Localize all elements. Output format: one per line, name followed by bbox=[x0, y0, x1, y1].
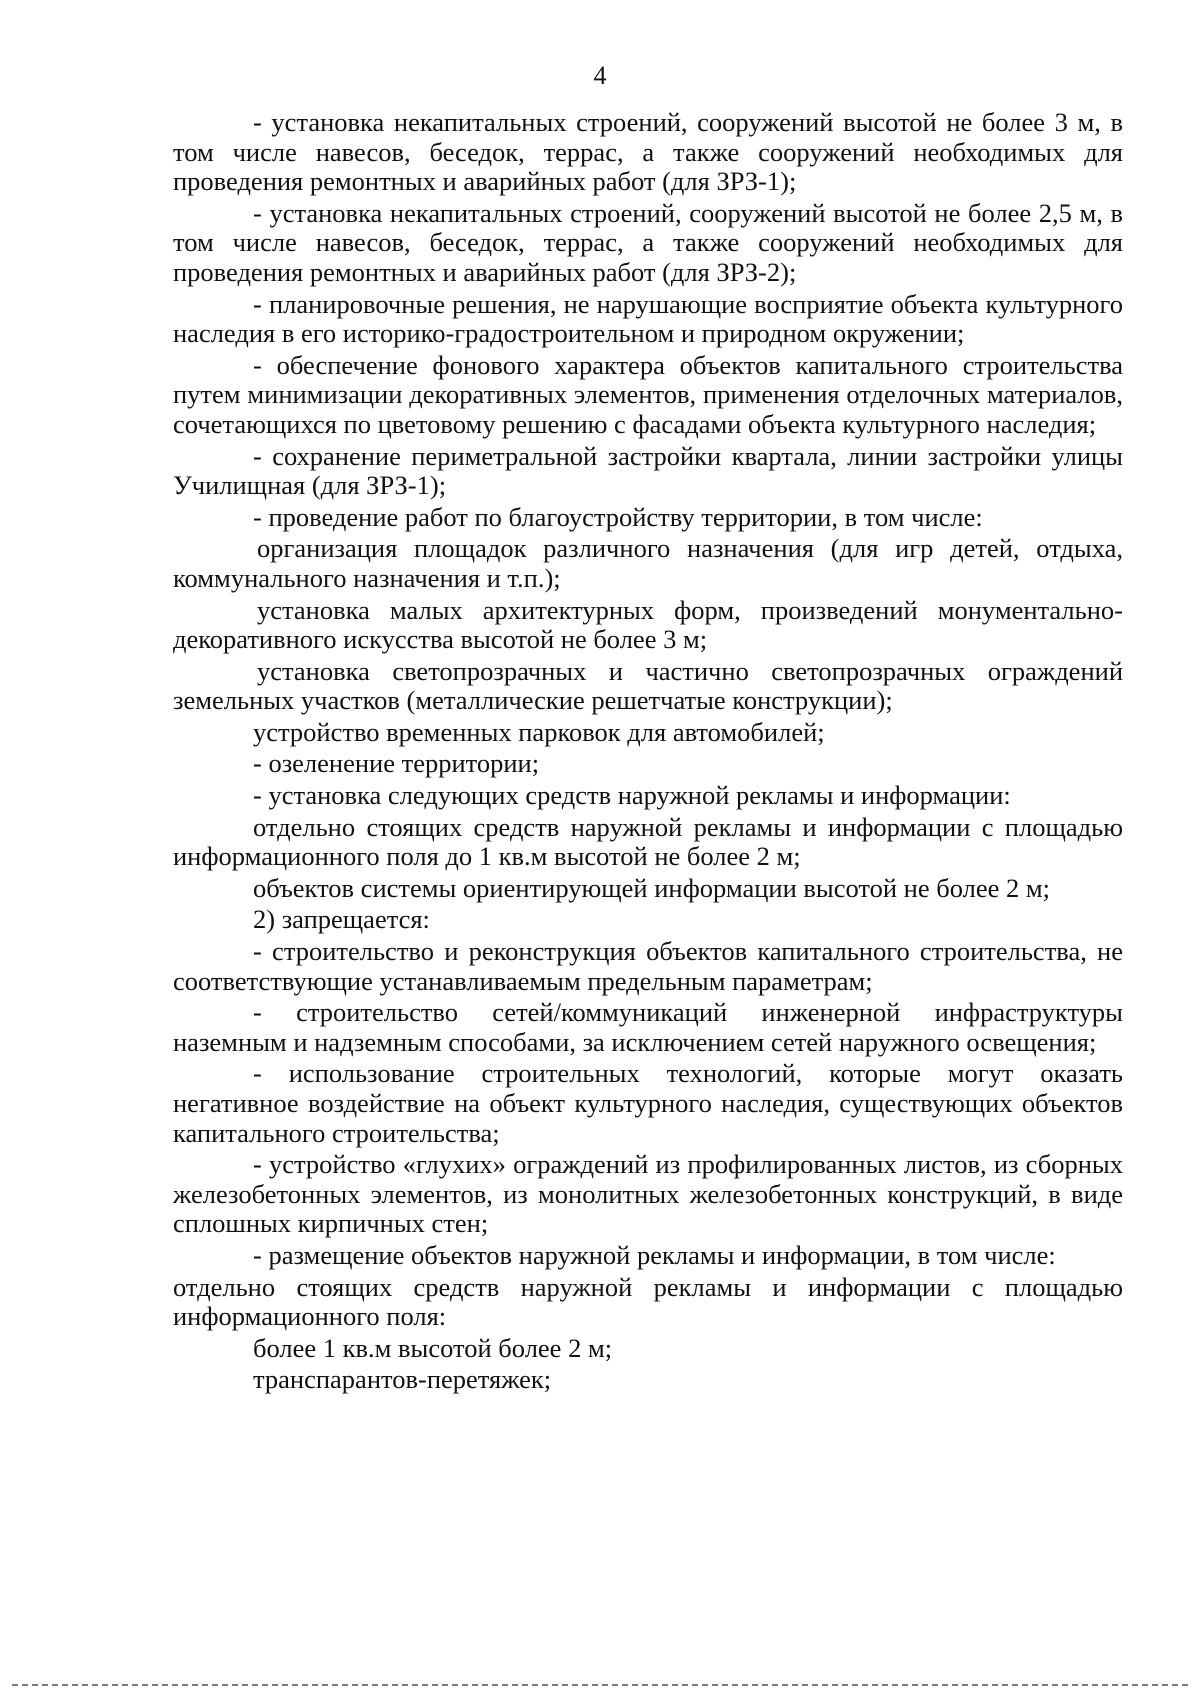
paragraph: - устройство «глухих» ограждений из профилированных листов, из сборных железобетонных элементов, из монолитных железобетонных конструкций, в виде сплошных кирпичных стен; bbox=[173, 1149, 1123, 1239]
paragraph: - озеленение территории; bbox=[253, 748, 540, 779]
paragraph: - строительство сетей/коммуникаций инженерной инфраструктуры наземным и надземным способами, за исключением сетей наружного освещения; bbox=[173, 997, 1123, 1057]
paragraph: - планировочные решения, не нарушающие восприятие объекта культурного наследия в его историко-градостроительном и природном окружении; bbox=[173, 288, 1123, 349]
paragraph: устройство временных парковок для автомобилей; bbox=[253, 716, 825, 747]
paragraph: объектов системы ориентирующей информации высотой не более 2 м; bbox=[253, 872, 1050, 903]
paragraph: - проведение работ по благоустройству территории, в том числе: bbox=[253, 501, 983, 532]
paragraph: - использование строительных технологий, которые могут оказать негативное воздействие на объект культурного наследия, существующих объектов капитального строительства; bbox=[173, 1058, 1123, 1148]
paragraph: 2) запрещается: bbox=[253, 904, 430, 935]
paragraph: установка светопрозрачных и частично светопрозрачных ограждений земельных участков (металлические решетчатые конструкции); bbox=[173, 655, 1123, 716]
paragraph: более 1 кв.м высотой более 2 м; bbox=[253, 1332, 613, 1363]
paragraph: - установка некапитальных строений, сооружений высотой не более 3 м, в том числе навесов, беседок, террас, а также сооружений необходимых для проведения ремонтных и аварийных работ (для ЗРЗ-1); bbox=[173, 107, 1123, 197]
paragraph: - размещение объектов наружной рекламы и информации, в том числе: bbox=[253, 1239, 1056, 1270]
paragraph: отдельно стоящих средств наружной рекламы и информации с площадью информационного поля: bbox=[173, 1271, 1123, 1332]
page-bottom-rule bbox=[12, 1684, 1188, 1686]
paragraph: - обеспечение фонового характера объектов капитального строительства путем минимизации декоративных элементов, применения отделочных материалов, сочетающихся по цветовому решению с фасадами объекта культурного наследия; bbox=[173, 349, 1123, 439]
paragraph: организация площадок различного назначения (для игр детей, отдыха, коммунального назначения и т.п.); bbox=[173, 533, 1123, 593]
paragraph: - строительство и реконструкция объектов капитального строительства, не соответствующие устанавливаемым предельным параметрам; bbox=[173, 936, 1123, 996]
paragraph: - установка некапитальных строений, сооружений высотой не более 2,5 м, в том числе навесов, беседок, террас, а также сооружений необходимых для проведения ремонтных и аварийных работ (для ЗРЗ-2); bbox=[173, 197, 1123, 287]
paragraph: - установка следующих средств наружной рекламы и информации: bbox=[253, 780, 1011, 811]
page-number: 4 bbox=[593, 61, 607, 90]
paragraph: транспарантов-перетяжек; bbox=[253, 1364, 552, 1395]
paragraph: отдельно стоящих средств наружной рекламы и информации с площадью информационного поля до 1 кв.м высотой не более 2 м; bbox=[173, 811, 1123, 872]
paragraph: - сохранение периметральной застройки квартала, линии застройки улицы Училищная (для ЗРЗ-1); bbox=[173, 440, 1123, 501]
document-body bbox=[173, 108, 1123, 1397]
paragraph: установка малых архитектурных форм, произведений монументально-декоративного искусства высотой не более 3 м; bbox=[173, 594, 1123, 655]
